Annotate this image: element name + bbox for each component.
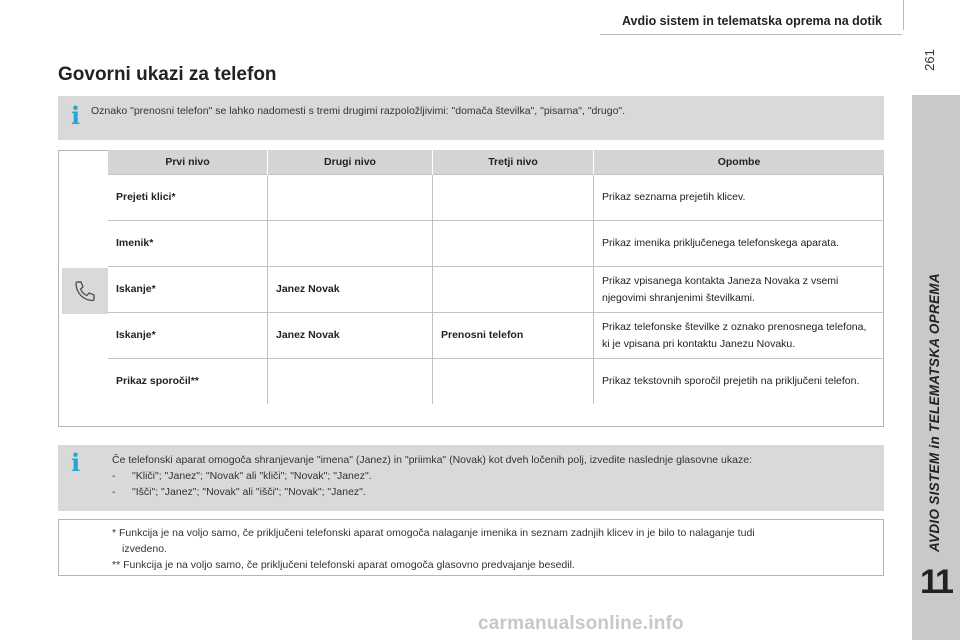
info-note-2-intro: Če telefonski aparat omogoča shranjevanje "imena" (Janez) in "priimka" (Novak) kot dveh ločenih polj, izvedite naslednje glasovne ukaze: [112, 454, 752, 466]
cell-note: Prikaz imenika priključenega telefonskega aparata. [594, 221, 885, 267]
cell-first-level: Iskanje* [108, 267, 268, 313]
cell-note: Prikaz telefonske številke z oznako prenosnega telefona, ki je vpisana pri kontaktu Janezu Novaku. [594, 313, 885, 359]
info-icon: i [71, 101, 81, 130]
cell-second-level: Janez Novak [268, 313, 433, 359]
list-item-text: "Kliči"; "Janez"; "Novak" ali "kliči"; "Novak"; "Janez". [132, 470, 372, 482]
cell-second-level [268, 359, 433, 405]
phone-section-cell [62, 268, 108, 314]
footnote-1: * Funkcija je na voljo samo, če priključeni telefonski aparat omogoča nalaganje imenika in seznam zadnjih klicev in je bilo to nalaganje tudi [112, 527, 755, 539]
watermark: carmanualsonline.info [478, 613, 684, 634]
cell-third-level [433, 267, 594, 313]
info-icon: i [71, 448, 81, 477]
footnotes-box [58, 519, 884, 576]
column-header-third-level: Tretji nivo [433, 150, 594, 175]
info-note-text: Oznako "prenosni telefon" se lahko nadomesti s tremi drugimi razpoložljivimi: "domača številka", "pisarna", "drugo". [91, 105, 626, 117]
cell-first-level: Prikaz sporočil** [108, 359, 268, 405]
table-row [108, 267, 884, 313]
cell-first-level: Imenik* [108, 221, 268, 267]
table-header-row [108, 150, 884, 175]
info-note-2-text [112, 452, 752, 500]
cell-first-level: Iskanje* [108, 313, 268, 359]
running-header: Avdio sistem in telematska oprema na dotik [621, 14, 882, 28]
cell-third-level [433, 359, 594, 405]
cell-third-level [433, 221, 594, 267]
column-header-notes: Opombe [594, 150, 885, 175]
column-header-first-level: Prvi nivo [108, 150, 268, 175]
info-note-box [58, 96, 884, 140]
list-item-text: "Išči"; "Janez"; "Novak" ali "išči"; "Novak"; "Janez". [132, 486, 366, 498]
phone-handset-icon [73, 279, 97, 303]
side-divider [903, 0, 904, 30]
list-dash: - [112, 470, 116, 482]
chapter-label: AVDIO SISTEM in TELEMATSKA OPREMA [927, 273, 942, 552]
cell-second-level: Janez Novak [268, 267, 433, 313]
page-number: 261 [922, 49, 937, 71]
column-header-second-level: Drugi nivo [268, 150, 433, 175]
cell-third-level: Prenosni telefon [433, 313, 594, 359]
cell-third-level [433, 175, 594, 221]
footnote-1-continued: izvedeno. [122, 543, 167, 555]
list-dash: - [112, 486, 116, 498]
cell-second-level [268, 221, 433, 267]
chapter-number: 11 [920, 563, 952, 601]
list-item [112, 484, 752, 500]
page-title: Govorni ukazi za telefon [58, 64, 277, 85]
cell-note: Prikaz vpisanega kontakta Janeza Novaka z vsemi njegovimi shranjenimi številkami. [594, 267, 885, 313]
cell-note: Prikaz tekstovnih sporočil prejetih na priključeni telefon. [594, 359, 885, 405]
cell-note: Prikaz seznama prejetih klicev. [594, 175, 885, 221]
cell-first-level: Prejeti klici* [108, 175, 268, 221]
table-row [108, 313, 884, 359]
table-row [108, 175, 884, 221]
footnote-2: ** Funkcija je na voljo samo, če priključeni telefonski aparat omogoča glasovno predvajanje besedil. [112, 559, 575, 571]
info-note-box-2 [58, 445, 884, 511]
voice-commands-table [108, 150, 884, 404]
header-divider [600, 34, 902, 35]
list-item [112, 468, 752, 484]
table-row [108, 359, 884, 405]
cell-second-level [268, 175, 433, 221]
table-row [108, 221, 884, 267]
